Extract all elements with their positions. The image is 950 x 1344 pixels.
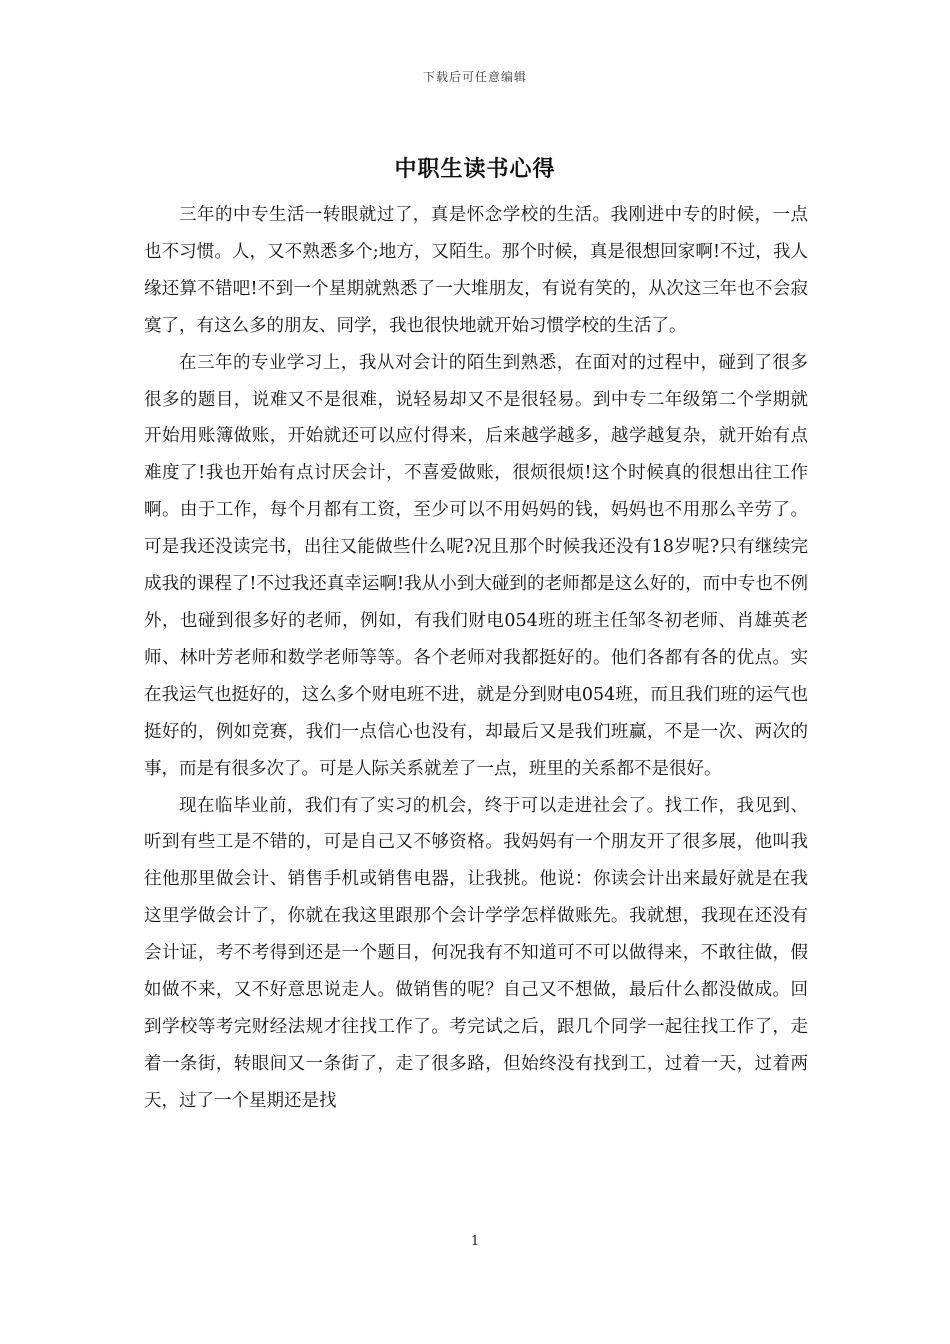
paragraph-1: 三年的中专生活一转眼就过了，真是怀念学校的生活。我刚进中专的时候，一点也不习惯。人，又不熟悉多个;地方，又陌生。那个时候，真是很想回家啊!不过，我人缘还算不错吧!不到一个星期就熟悉了一大堆朋友，有说有笑的，从次这三年也不会寂寞了，有这么多的朋友、同学，我也很快地就开始习惯学校的生活了。: [144, 205, 808, 336]
header-note: 下载后可任意编辑: [422, 70, 527, 84]
paragraph-3: 现在临毕业前，我们有了实习的机会，终于可以走进社会了。找工作，我见到、听到有些工是不错的，可是自己又不够资格。我妈妈有一个朋友开了很多展，他叫我往他那里做会计、销售手机或销售电器，让我挑。他说：你读会计出来最好就是在我这里学做会计了，你就在我这里跟那个会计学学怎样做账先。我就想，我现在还没有会计证，考不考得到还是一个题目，何况我有不知道可不可以做得来，不敢往做，假如做不来，又不好意思说走人。做销售的呢？自己又不想做，最后什么都没做成。回到学校等考完财经法规才往找工作了。考完试之后，跟几个同学一起往找工作了，走着一条街，转眼间又一条街了，走了很多路，但始终没有找到工，过着一天，过着两天，过了一个星期还是找: [144, 795, 808, 1111]
document-title: 中职生读书心得: [394, 156, 556, 182]
page-number: 1: [470, 1234, 480, 1249]
document-body: [144, 197, 808, 1120]
paragraph-2: 在三年的专业学习上，我从对会计的陌生到熟悉，在面对的过程中，碰到了很多很多的题目，说难又不是很难，说轻易却又不是很轻易。到中专二年级第二个学期就开始用账簿做账，开始就还可以应付得来，后来越学越多，越学越复杂，就开始有点难度了!我也开始有点讨厌会计，不喜爱做账，很烦很烦!这个时候真的很想出往工作啊。由于工作，每个月都有工资，至少可以不用妈妈的钱，妈妈也不用那么辛劳了。可是我还没读完书，出往又能做些什么呢?况且那个时候我还没有18岁呢?只有继续完成我的课程了!不过我还真幸运啊!我从小到大碰到的老师都是这么好的，而中专也不例外，也碰到很多好的老师，例如，有我们财电054班的班主任邹冬初老师、肖雄英老师、林叶芳老师和数学老师等等。各个老师对我都挺好的。他们各都有各的优点。实在我运气也挺好的，这么多个财电班不进，就是分到财电054班，而且我们班的运气也挺好的，例如竞赛，我们一点信心也没有，却最后又是我们班赢，不是一次、两次的事，而是有很多次了。可是人际关系就差了一点，班里的关系都不是很好。: [144, 352, 808, 779]
